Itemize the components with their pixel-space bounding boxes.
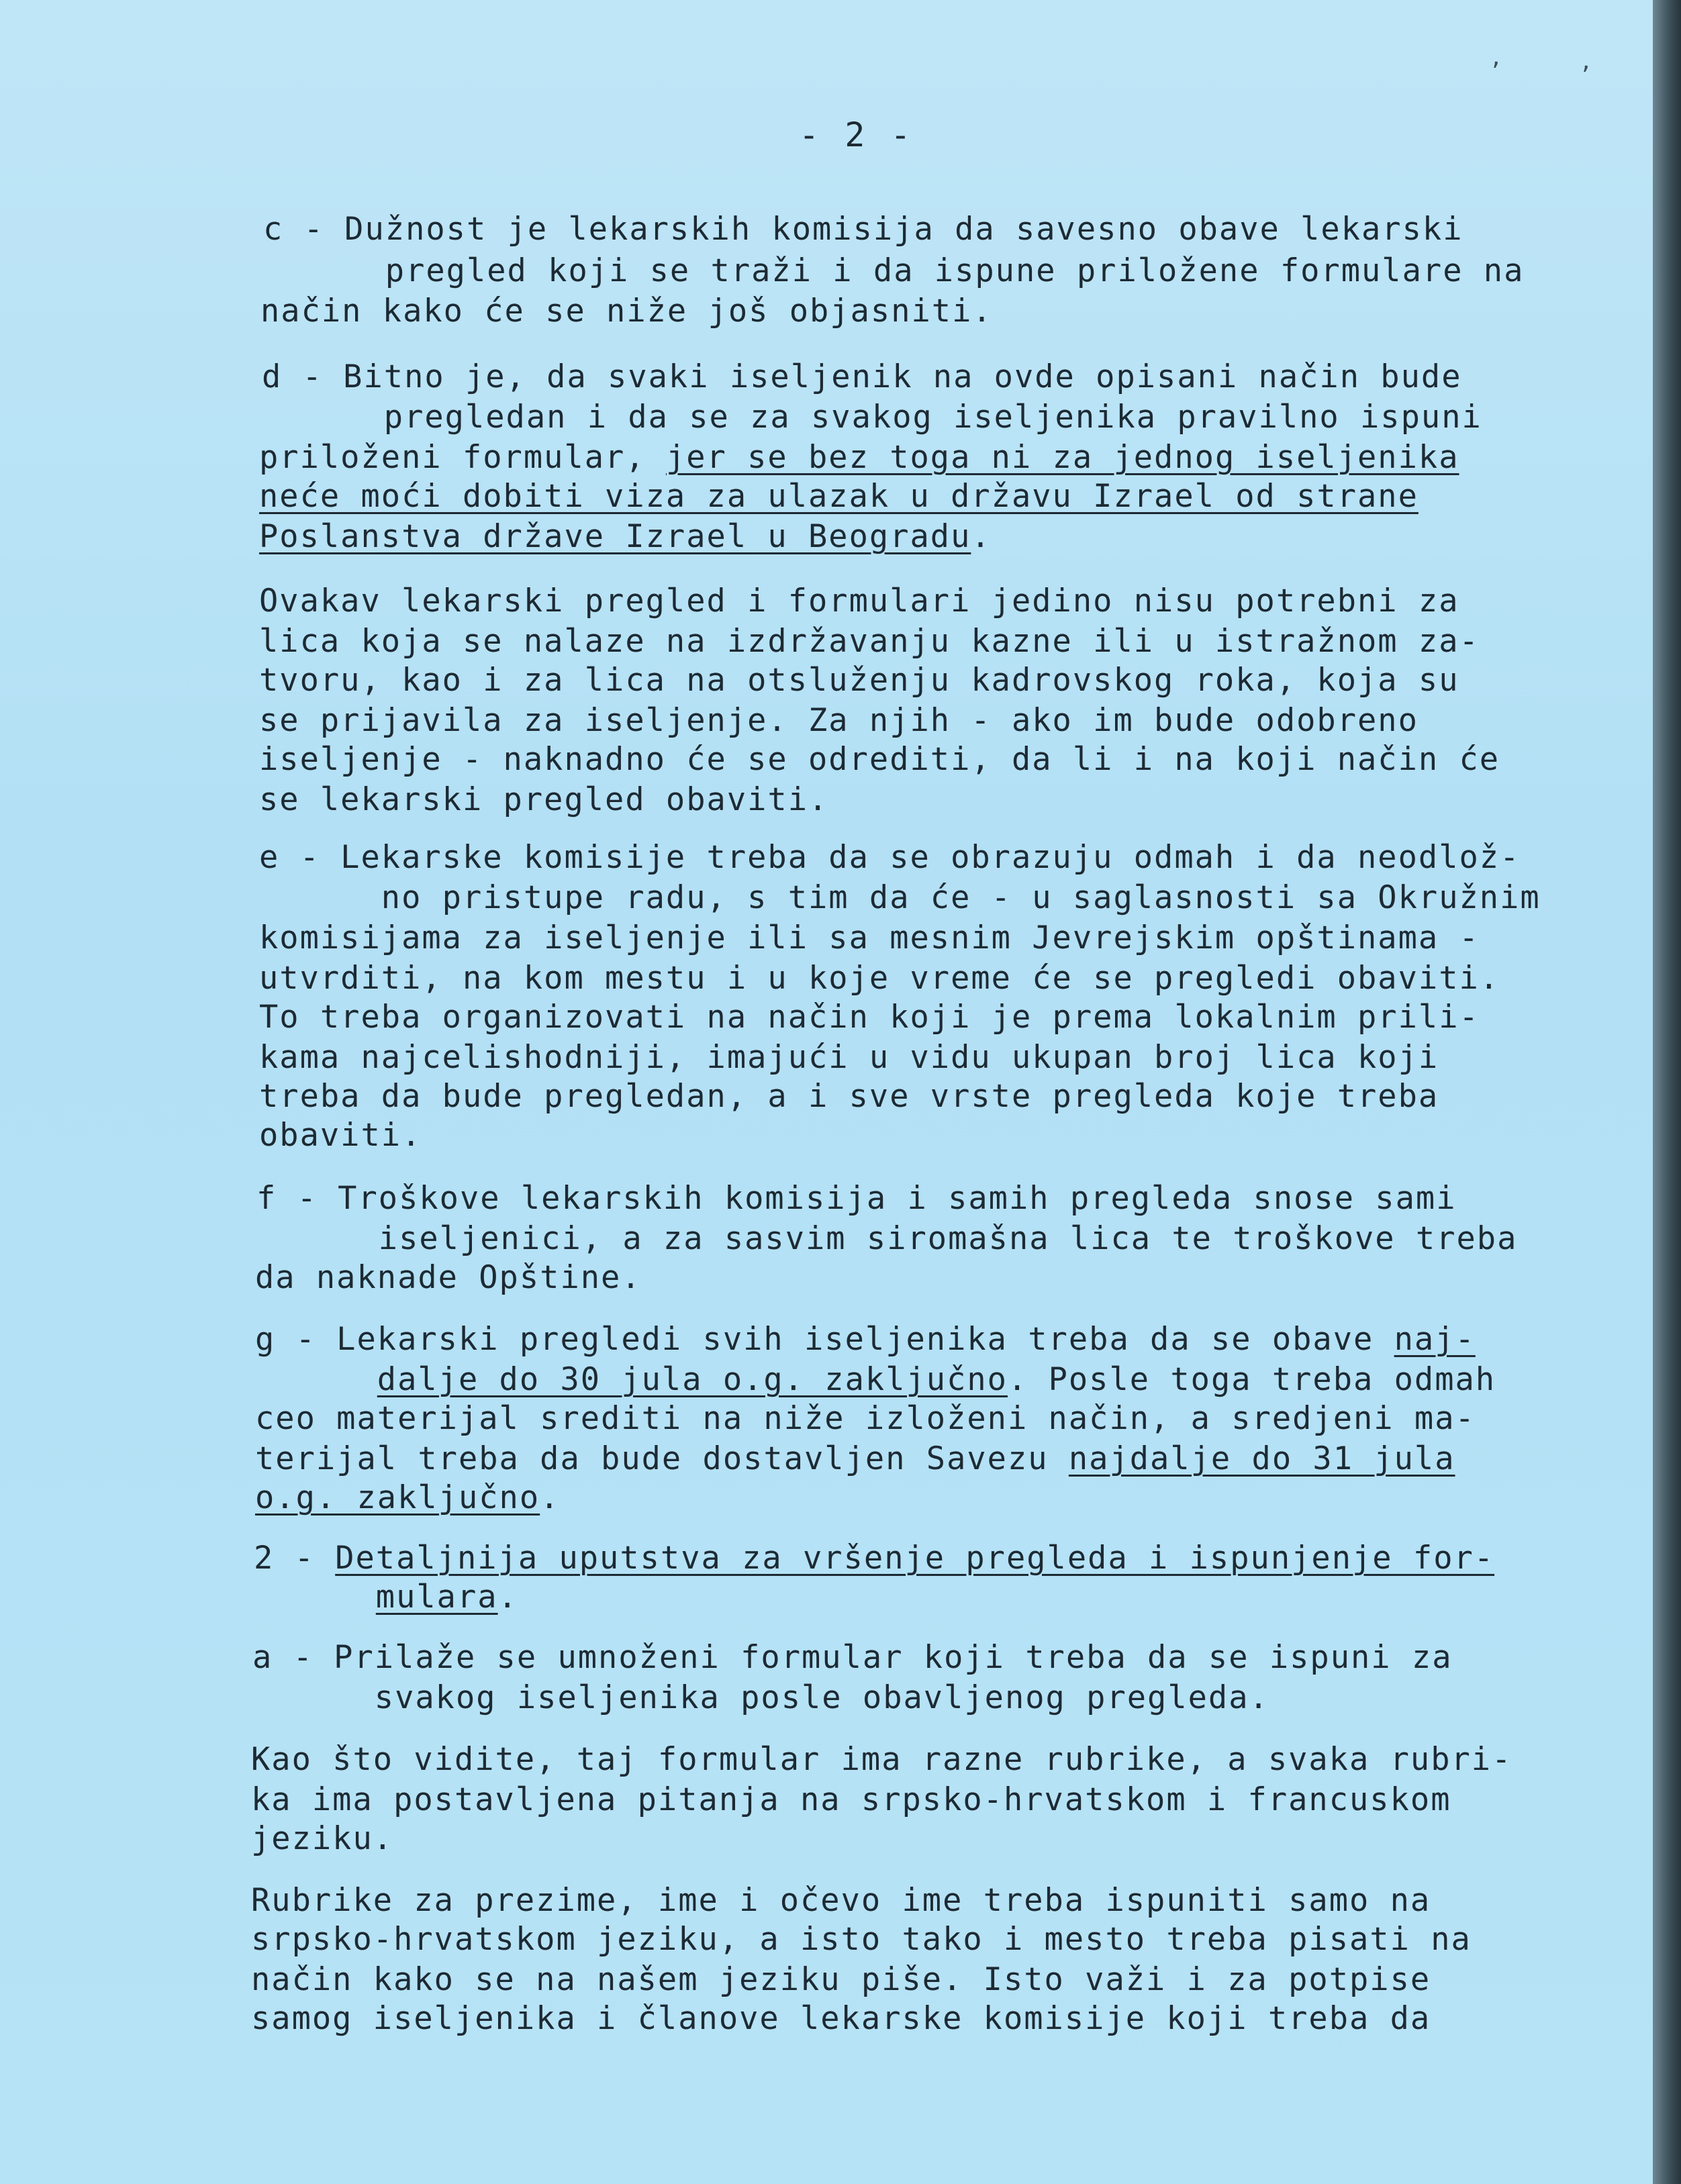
text-line: Rubrike za prezime, ime i očevo ime treba ispuniti samo na [251,1882,1431,1919]
text-line: a - Prilaže se umnoženi formular koji treba da se ispuni za [252,1639,1453,1676]
underlined-text: o.g. zaključno [255,1479,540,1516]
text-line: ka ima postavljena pitanja na srpsko-hrvatskom i francuskom [251,1781,1451,1818]
text-line: e - Lekarske komisije treba da se obrazuju odmah i da neodlož- [259,839,1521,876]
text-line: se prijavila za iseljenje. Za njih - ako im bude odobreno [259,702,1419,739]
underlined-text: neće moći dobiti viza za ulazak u državu Izrael od strane [259,478,1419,515]
text-line: Ovakav lekarski pregled i formulari jedino nisu potrebni za [259,583,1459,619]
text-line [259,478,1419,515]
text-line: ceo materijal srediti na niže izloženi način, a sredjeni ma- [255,1400,1476,1437]
text-line: Kao što vidite, taj formular ima razne rubrike, a svaka rubri- [251,1741,1512,1778]
underlined-text: najdalje do 31 jula [1068,1440,1455,1477]
underlined-text: Detaljnija uputstva za vršenje pregleda i ispunjenje for- [335,1540,1495,1577]
text-line: srpsko-hrvatskom jeziku, a isto tako i mesto treba pisati na [251,1921,1472,1958]
underlined-text: mulara [375,1579,498,1616]
text-line: pregled koji se traži i da ispune priložene formulare na [263,252,1525,289]
page-number: - 2 - [799,115,914,154]
text-line: iseljenici, a za sasvim siromašna lica te troškove treba [256,1220,1518,1257]
text-line: 2 - Detaljnija uputstva za vršenje pregleda i ispunjenje for- [254,1540,1495,1577]
underlined-text: jer se bez toga ni za jednog iseljenika [665,439,1459,476]
text-line: terijal treba da bude dostavljen Savezu najdalje do 31 jula [255,1440,1455,1477]
underlined-text: naj- [1394,1321,1476,1358]
text-line: komisijama za iseljenje ili sa mesnim Jevrejskim opštinama - [259,920,1480,956]
text-line: treba da bude pregledan, a i sve vrste pregleda koje treba [259,1078,1439,1115]
text-line: f - Troškove lekarskih komisija i samih pregleda snose sami [256,1180,1457,1217]
text-line: obaviti. [259,1117,422,1154]
text-line: tvoru, kao i za lica na otsluženju kadrovskog roka, koja su [259,662,1459,699]
margin-mark: ʼ [1579,62,1592,87]
text-line: Poslanstva države Izrael u Beogradu. [259,518,992,555]
text-line: c - Dužnost je lekarskih komisija da savesno obave lekarski [263,211,1463,248]
text-line: način kako se na našem jeziku piše. Isto važi i za potpise [251,1961,1431,1998]
text-line: iseljenje - naknadno će se odrediti, da li i na koji način će [259,741,1500,778]
text-line: dalje do 30 jula o.g. zaključno. Posle toga treba odmah [377,1361,1496,1398]
text-line: lica koja se nalaze na izdržavanju kazne ili u istražnom za- [259,623,1480,660]
text-line: jeziku. [251,1820,394,1857]
text-line: pregledan i da se za svakog iseljenika pravilno ispuni [262,399,1482,436]
text-line: To treba organizovati na način koji je prema lokalnim prili- [259,999,1480,1036]
text-line: se lekarski pregled obaviti. [259,781,829,818]
text-line: da naknade Opštine. [255,1259,642,1296]
text-line: kama najcelishodniji, imajući u vidu ukupan broj lica koji [259,1039,1439,1076]
text-line: no pristupe radu, s tim da će - u saglasnosti sa Okružnim [259,879,1541,916]
text-line: mulara. [375,1579,518,1616]
scan-edge [1653,0,1681,2184]
underlined-text: Poslanstva države Izrael u Beogradu [259,518,971,555]
text-line: utvrditi, na kom mestu i u koje vreme će se pregledi obaviti. [259,960,1500,997]
text-line: o.g. zaključno. [255,1479,561,1516]
text-line: priloženi formular, jer se bez toga ni za jednog iseljenika [259,439,1459,476]
text-line: svakog iseljenika posle obavljenog pregleda. [252,1679,1269,1716]
text-line: d - Bitno je, da svaki iseljenik na ovde opisani način bude [262,358,1462,395]
text-line: samog iseljenika i članove lekarske komisije koji treba da [251,2000,1431,2037]
underlined-text: dalje do 30 jula o.g. zaključno [377,1361,1008,1398]
margin-mark: ʼ [1489,58,1502,83]
text-line: način kako će se niže još objasniti. [260,293,993,330]
text-line: g - Lekarski pregledi svih iseljenika treba da se obave naj- [255,1321,1476,1358]
